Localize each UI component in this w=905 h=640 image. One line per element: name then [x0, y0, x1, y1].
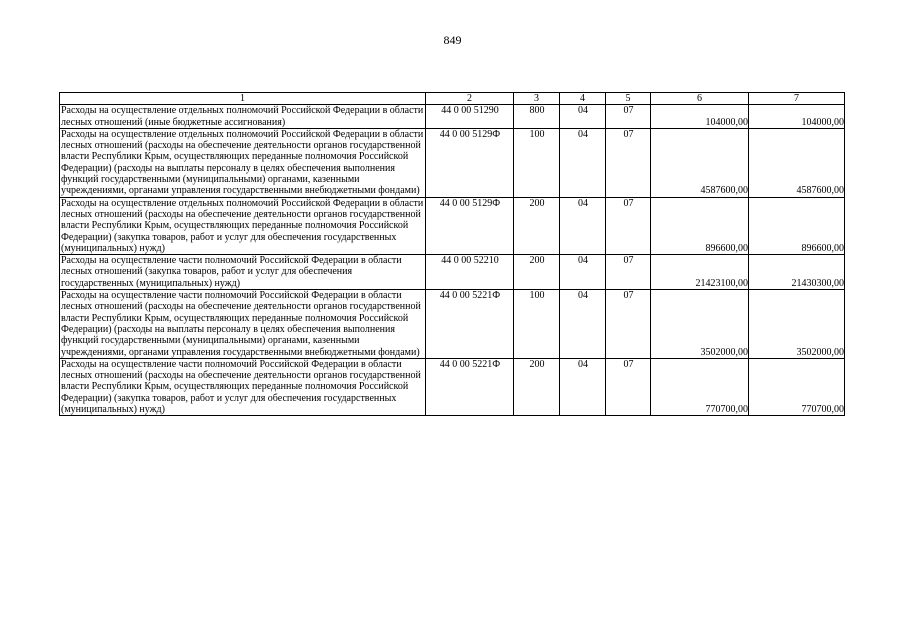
- expense-type-code: 100: [514, 290, 560, 359]
- subsection-code: 07: [606, 128, 651, 197]
- subsection-code: 07: [606, 290, 651, 359]
- target-article-code: 44 0 00 5221Ф: [426, 290, 514, 359]
- target-article-code: 44 0 00 5129Ф: [426, 197, 514, 254]
- expense-description: Расходы на осуществление части полномочий Российской Федерации в области лесных отношений (закупка товаров, работ и услуг для обеспечения государственных (муниципальных) нужд): [60, 255, 426, 290]
- section-code: 04: [560, 105, 606, 129]
- section-code: 04: [560, 255, 606, 290]
- table-row: [60, 128, 845, 197]
- budget-table: [59, 92, 845, 416]
- column-header: 3: [514, 93, 560, 105]
- section-code: 04: [560, 197, 606, 254]
- amount-column-7: 896600,00: [749, 197, 845, 254]
- column-header: 2: [426, 93, 514, 105]
- expense-description: Расходы на осуществление отдельных полномочий Российской Федерации в области лесных отношений (расходы на обеспечение деятельности органов государственной власти Республики Крым, осуществляющих переданные полномочия Российской Федерации) (закупка товаров, работ и услуг для обеспечения государственных (муниципальных) нужд): [60, 197, 426, 254]
- expense-type-code: 100: [514, 128, 560, 197]
- table-row: [60, 255, 845, 290]
- table-header-row: [60, 93, 845, 105]
- amount-column-6: 21423100,00: [651, 255, 749, 290]
- column-header: 7: [749, 93, 845, 105]
- subsection-code: 07: [606, 197, 651, 254]
- expense-description: Расходы на осуществление отдельных полномочий Российской Федерации в области лесных отношений (иные бюджетные ассигнования): [60, 105, 426, 129]
- amount-column-6: 770700,00: [651, 358, 749, 415]
- expense-type-code: 800: [514, 105, 560, 129]
- page-number: 849: [443, 33, 462, 47]
- section-code: 04: [560, 128, 606, 197]
- target-article-code: 44 0 00 52210: [426, 255, 514, 290]
- amount-column-6: 4587600,00: [651, 128, 749, 197]
- section-code: 04: [560, 290, 606, 359]
- amount-column-6: 104000,00: [651, 105, 749, 129]
- expense-description: Расходы на осуществление части полномочий Российской Федерации в области лесных отношений (расходы на обеспечение деятельности органов государственной власти Республики Крым, осуществляющих переданные полномочия Российской Федерации) (расходы на выплаты персоналу в целях обеспечения выполнения функций государственными (муниципальными) органами, казенными учреждениями, органами управления государственными внебюджетными фондами): [60, 290, 426, 359]
- amount-column-6: 3502000,00: [651, 290, 749, 359]
- subsection-code: 07: [606, 255, 651, 290]
- column-header: 4: [560, 93, 606, 105]
- expense-description: Расходы на осуществление части полномочий Российской Федерации в области лесных отношений (расходы на обеспечение деятельности органов государственной власти Республики Крым, осуществляющих переданные полномочия Российской Федерации) (закупка товаров, работ и услуг для обеспечения государственных (муниципальных) нужд): [60, 358, 426, 415]
- amount-column-6: 896600,00: [651, 197, 749, 254]
- column-header: 6: [651, 93, 749, 105]
- table-row: [60, 290, 845, 359]
- amount-column-7: 4587600,00: [749, 128, 845, 197]
- expense-type-code: 200: [514, 358, 560, 415]
- target-article-code: 44 0 00 51290: [426, 105, 514, 129]
- column-header: 5: [606, 93, 651, 105]
- expense-type-code: 200: [514, 255, 560, 290]
- target-article-code: 44 0 00 5129Ф: [426, 128, 514, 197]
- amount-column-7: 104000,00: [749, 105, 845, 129]
- expense-description: Расходы на осуществление отдельных полномочий Российской Федерации в области лесных отношений (расходы на обеспечение деятельности органов государственной власти Республики Крым, осуществляющих переданные полномочия Российской Федерации) (расходы на выплаты персоналу в целях обеспечения выполнения функций государственными (муниципальными) органами, казенными учреждениями, органами управления государственными внебюджетными фондами): [60, 128, 426, 197]
- subsection-code: 07: [606, 105, 651, 129]
- table-row: [60, 197, 845, 254]
- amount-column-7: 770700,00: [749, 358, 845, 415]
- target-article-code: 44 0 00 5221Ф: [426, 358, 514, 415]
- expense-type-code: 200: [514, 197, 560, 254]
- amount-column-7: 3502000,00: [749, 290, 845, 359]
- subsection-code: 07: [606, 358, 651, 415]
- column-header: 1: [60, 93, 426, 105]
- table-row: [60, 358, 845, 415]
- amount-column-7: 21430300,00: [749, 255, 845, 290]
- section-code: 04: [560, 358, 606, 415]
- table-row: [60, 105, 845, 129]
